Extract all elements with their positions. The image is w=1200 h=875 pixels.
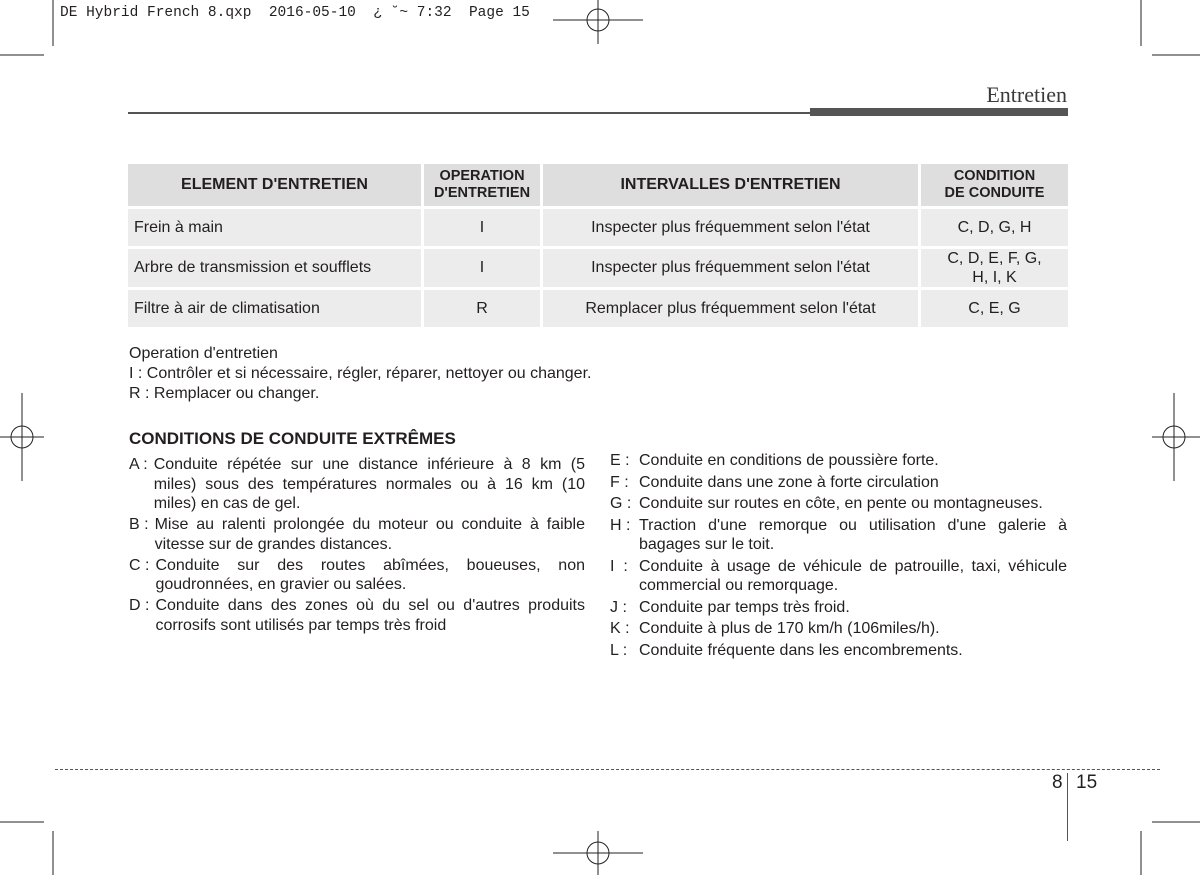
cell-operation: I <box>424 209 543 249</box>
condition-text: Conduite à usage de véhicule de patrouille, taxi, véhicule commercial ou remorquage. <box>639 557 1067 594</box>
condition-text: Conduite sur des routes abîmées, boueuses, non goudronnées, en gravier ou salées. <box>155 556 585 593</box>
list-item <box>610 516 1067 555</box>
condition-letter: I : <box>610 557 633 575</box>
condition-text: Mise au ralenti prolongée du moteur ou conduite à faible vitesse sur de grandes distances. <box>154 516 585 553</box>
condition-letter: E : <box>610 452 635 469</box>
condition-letter: F : <box>610 473 634 491</box>
condition-letter: H : <box>610 516 635 534</box>
conditions-heading: CONDITIONS DE CONDUITE EXTRÊMES <box>129 429 456 448</box>
condition-text: Conduite répétée sur une distance inférieure à 8 km (5 miles) sous des températures normales ou à 16 km (10 miles) en cas de gel. <box>153 456 585 512</box>
header-condition: CONDITION DE CONDUITE <box>921 164 1068 209</box>
cell-element: Filtre à air de climatisation <box>128 290 424 330</box>
list-item <box>129 515 585 554</box>
cell-condition: C, D, G, H <box>921 209 1068 249</box>
list-item <box>610 598 1067 618</box>
cell-condition: C, D, E, F, G, H, I, K <box>921 249 1068 290</box>
page-number-divider <box>1067 773 1068 841</box>
condition-text: Conduite sur routes en côte, en pente ou montagneuses. <box>639 495 1043 512</box>
list-item <box>610 557 1067 596</box>
condition-text: Conduite fréquente dans les encombrements. <box>639 641 963 659</box>
header-interval: INTERVALLES D'ENTRETIEN <box>543 164 921 209</box>
condition-text: Conduite à plus de 170 km/h (106miles/h). <box>639 620 940 637</box>
cell-operation: I <box>424 249 543 290</box>
condition-text: Conduite dans une zone à forte circulation <box>639 473 939 491</box>
list-item <box>610 473 1067 493</box>
cell-element: Frein à main <box>128 209 424 249</box>
condition-text: Traction d'une remorque ou utilisation d'une galerie à bagages sur le toit. <box>639 516 1067 553</box>
condition-letter: J : <box>610 598 632 616</box>
condition-text: Conduite par temps très froid. <box>639 598 850 616</box>
maintenance-table <box>128 164 1068 330</box>
condition-text: Conduite en conditions de poussière forte. <box>639 452 939 469</box>
conditions-list-left <box>129 455 585 637</box>
condition-letter: L : <box>610 641 632 659</box>
chapter-number: 8 <box>1052 772 1063 793</box>
cell-interval: Inspecter plus fréquemment selon l'état <box>543 209 921 249</box>
notes-title: Operation d'entretien <box>129 345 278 362</box>
operation-notes <box>129 344 591 404</box>
print-slug: DE Hybrid French 8.qxp 2016-05-10 ¿ ˘~ 7:32 Page 15 <box>60 5 530 21</box>
condition-text: Conduite dans des zones où du sel ou d'autres produits corrosifs sont utilisés par temps très froid <box>155 597 585 634</box>
cell-condition: C, E, G <box>921 290 1068 330</box>
condition-letter: A : <box>129 456 148 473</box>
condition-letter: G : <box>610 495 636 512</box>
list-item <box>610 494 1067 514</box>
note-inspect: I : Contrôler et si nécessaire, régler, réparer, nettoyer ou changer. <box>129 365 592 382</box>
condition-letter: B : <box>129 516 149 533</box>
table-row <box>128 249 1068 290</box>
condition-letter: C : <box>129 556 150 574</box>
header-rule-bar <box>810 108 1068 116</box>
section-title: Entretien <box>986 82 1067 107</box>
condition-letter: D : <box>129 597 150 614</box>
cell-element: Arbre de transmission et soufflets <box>128 249 424 290</box>
cell-interval: Inspecter plus fréquemment selon l'état <box>543 249 921 290</box>
header-operation: OPERATION D'ENTRETIEN <box>424 164 543 209</box>
conditions-list-right <box>610 451 1067 662</box>
list-item <box>129 596 585 635</box>
page-number: 15 <box>1076 772 1098 793</box>
cell-interval: Remplacer plus fréquemment selon l'état <box>543 290 921 330</box>
list-item <box>129 455 585 514</box>
note-replace: R : Remplacer ou changer. <box>129 385 320 402</box>
footer-dashed-rule <box>55 769 1160 770</box>
table-row <box>128 290 1068 330</box>
table-row <box>128 209 1068 249</box>
condition-letter: K : <box>610 620 635 637</box>
header-rule <box>128 112 810 114</box>
list-item <box>129 556 585 595</box>
cell-operation: R <box>424 290 543 330</box>
table-header-row <box>128 164 1068 209</box>
header-element: ELEMENT D'ENTRETIEN <box>128 164 424 209</box>
list-item <box>610 451 1067 471</box>
list-item <box>610 619 1067 639</box>
list-item <box>610 641 1067 661</box>
